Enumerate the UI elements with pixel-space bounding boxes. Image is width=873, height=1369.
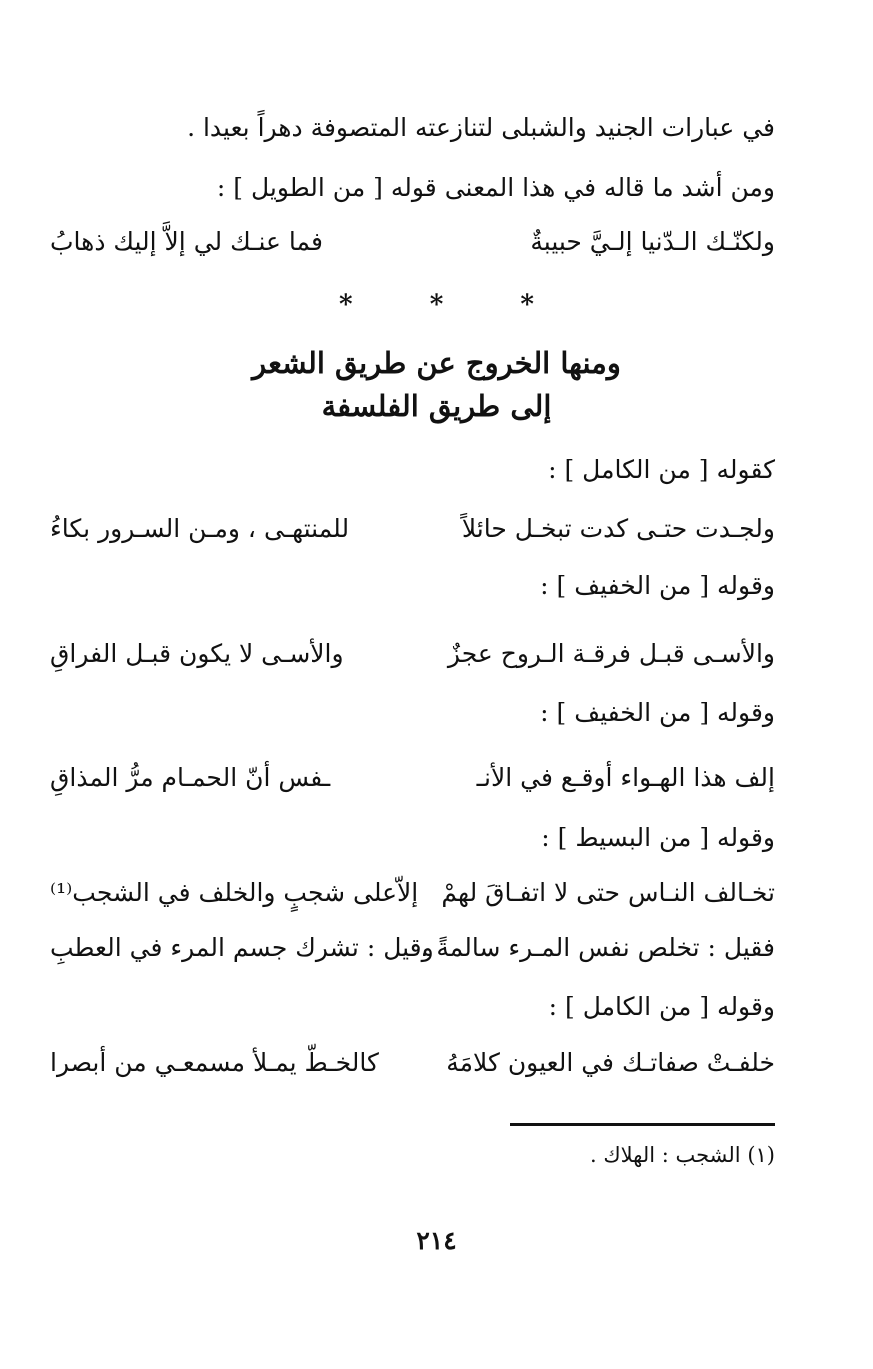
verse-second-hemistich: وقيل : تشرك جسم المرء في العطبِ xyxy=(50,933,434,962)
verse-first-hemistich: والأسـى قبـل فرقـة الـروح عجزٌ xyxy=(447,639,775,668)
verse-first-hemistich: إلف هذا الهـواء أوقـع في الأنـ xyxy=(476,763,775,792)
verse-line xyxy=(50,1043,775,1083)
verse-line xyxy=(50,222,775,262)
verse-first-hemistich: تخـالف النـاس حتى لا اتفـاقَ لهمْ xyxy=(441,878,775,907)
verse-second-hemistich: فما عنـك لي إلاَّ إليك ذهابُ xyxy=(50,227,323,256)
verse-second-hemistich: للمنتهـى ، ومـن السـرور بكاءُ xyxy=(50,514,350,543)
verse-second-hemistich: والأسـى لا يكون قبـل الفراقِ xyxy=(50,639,344,668)
meter-intro: كقوله [ من الكامل ] : xyxy=(548,455,775,484)
meter-intro: وقوله [ من الخفيف ] : xyxy=(540,698,775,727)
verse-first-hemistich: ولكنّـك الـدّنيا إلـيَّ حبيبةٌ xyxy=(530,227,775,256)
section-separator: * * * xyxy=(339,290,568,320)
verse-line xyxy=(50,873,775,913)
prose-line: ومن أشد ما قاله في هذا المعنى قوله [ من الطويل ] : xyxy=(216,173,775,202)
verse-line xyxy=(50,758,775,798)
page-number: ٢١٤ xyxy=(416,1226,457,1255)
verse-second-hemistich: ـفس أنّ الحمـام مرُّ المذاقِ xyxy=(50,763,331,792)
verse-line xyxy=(50,928,775,968)
verse-first-hemistich: ولجـدت حتـى كدت تبخـل حائلاً xyxy=(461,514,775,543)
meter-intro: وقوله [ من البسيط ] : xyxy=(541,823,775,852)
section-heading: إلى طريق الفلسفة xyxy=(321,389,552,423)
meter-intro: وقوله [ من الخفيف ] : xyxy=(540,571,775,600)
verse-line xyxy=(50,634,775,674)
footnote: (١) الشجب : الهلاك . xyxy=(589,1143,775,1167)
verse-first-hemistich: فقيل : تخلص نفس المـرء سالمةً ، xyxy=(420,933,775,962)
verse-second-hemistich: كالخـطّ يمـلأ مسمعـي من أبصرا xyxy=(50,1048,379,1077)
verse-first-hemistich: خلفـتْ صفاتـك في العيون كلامَهُ xyxy=(446,1048,775,1077)
verse-line xyxy=(50,509,775,549)
footnote-divider xyxy=(510,1123,775,1126)
prose-line: في عبارات الجنيد والشبلى لتنازعته المتصوفة دهراً بعيدا . xyxy=(187,113,775,142)
meter-intro: وقوله [ من الكامل ] : xyxy=(548,992,775,1021)
section-heading: ومنها الخروج عن طريق الشعر xyxy=(252,346,621,380)
verse-second-hemistich: إلاّعلى شجبٍ والخلف في الشجب⁽¹⁾ xyxy=(50,878,419,907)
